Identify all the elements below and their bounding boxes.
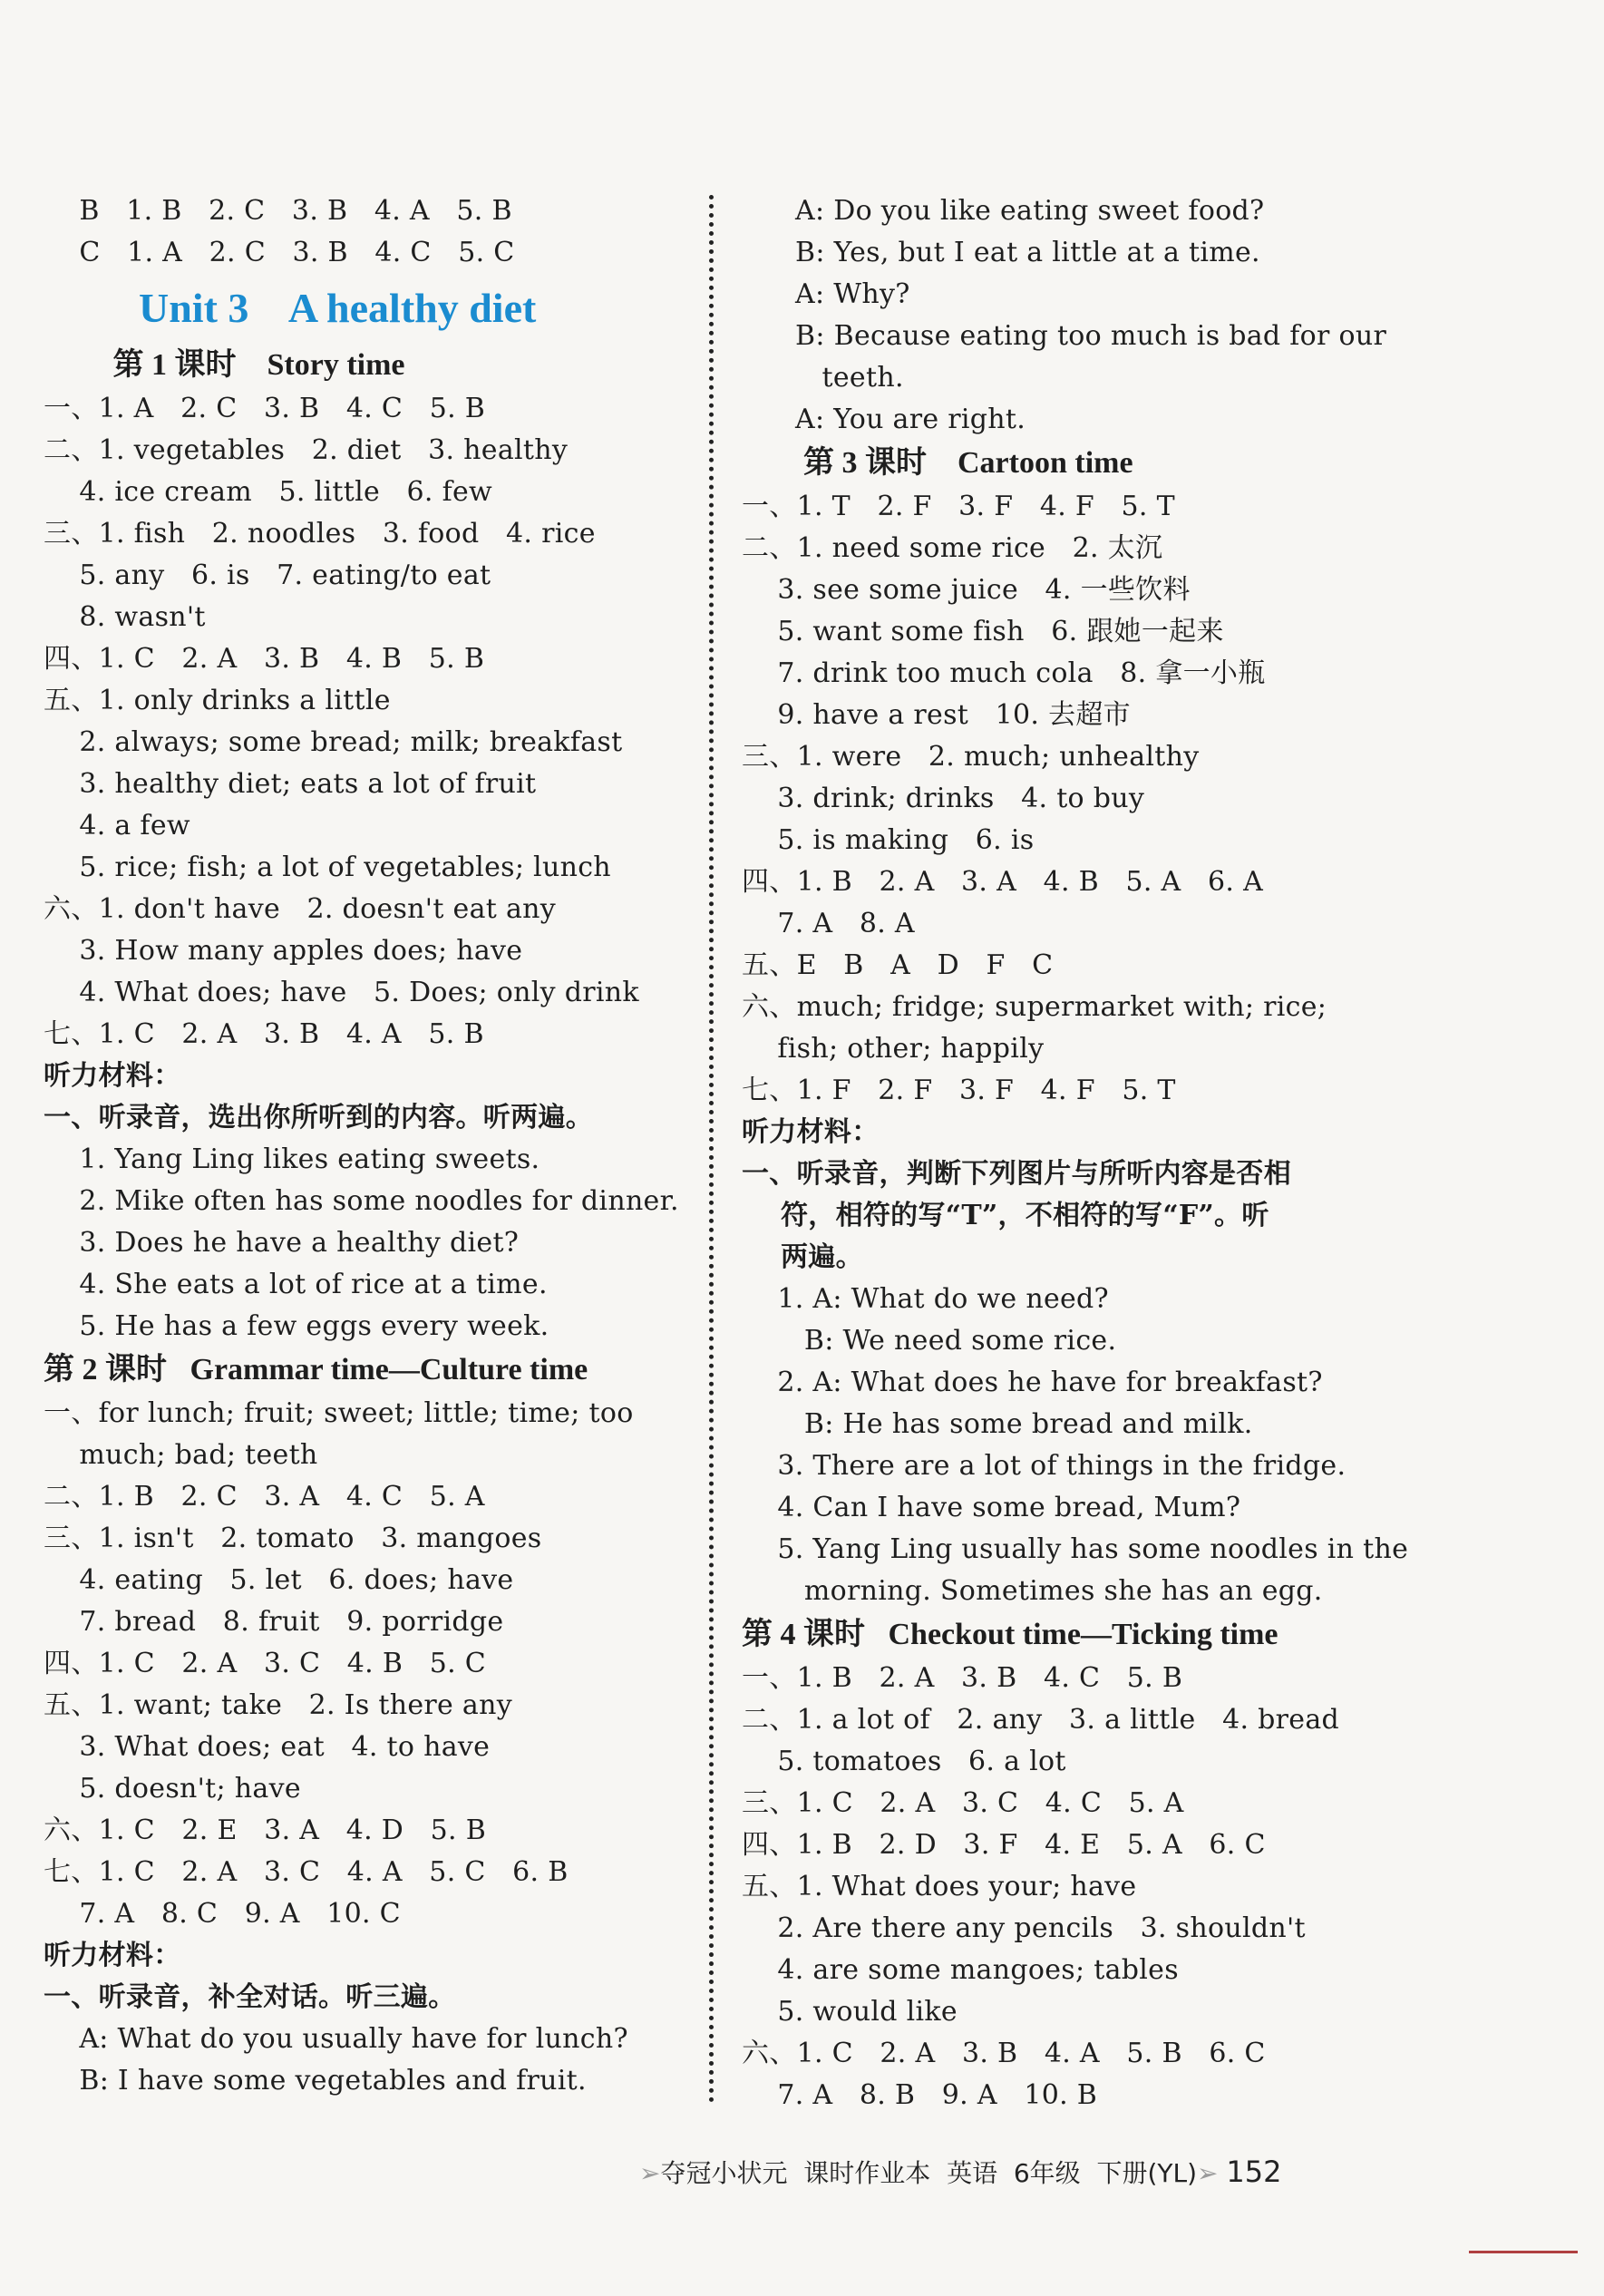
answer-line: 二、1. B 2. C 3. A 4. C 5. A — [44, 1481, 485, 1513]
answer-line: B: He has some bread and milk. — [742, 1408, 1253, 1440]
answer-line: 四、1. C 2. A 3. B 4. B 5. B — [44, 643, 485, 675]
lesson-title: 第 1 课时 Story time — [44, 348, 405, 382]
left-column — [44, 190, 687, 2102]
answer-line: 4. eating 5. let 6. does; have — [44, 1564, 514, 1596]
answer-line: 七、1. C 2. A 3. C 4. A 5. C 6. B — [44, 1856, 569, 1888]
answer-line: 四、1. B 2. D 3. F 4. E 5. A 6. C — [742, 1829, 1266, 1861]
answer-line: 4. What does; have 5. Does; only drink — [44, 977, 639, 1008]
answer-line: 一、1. B 2. A 3. B 4. C 5. B — [742, 1662, 1183, 1694]
answer-line: 7. A 8. A — [742, 908, 915, 939]
lesson-title: 第 2 课时 Grammar time—Culture time — [44, 1353, 588, 1386]
answer-line: 2. A: What does he have for breakfast? — [742, 1367, 1323, 1398]
answer-line: 5. Yang Ling usually has some noodles in the — [742, 1533, 1409, 1565]
answer-line: 4. ice cream 5. little 6. few — [44, 476, 493, 508]
column-divider — [709, 195, 714, 2104]
answer-line: 4. She eats a lot of rice at a time. — [44, 1269, 548, 1300]
answer-line: 3. There are a lot of things in the fridge. — [742, 1450, 1346, 1482]
footer-arrow-icon: ➢ — [1197, 2158, 1227, 2188]
answer-line: 六、much; fridge; supermarket with; rice; — [742, 991, 1327, 1023]
answer-line: A: What do you usually have for lunch? — [44, 2023, 628, 2055]
answer-line: A: Do you like eating sweet food? — [742, 195, 1265, 227]
footer-text: 夺冠小状元 课时作业本 英语 6年级 下册(YL) — [660, 2158, 1198, 2188]
section-heading: 听力材料： — [44, 1940, 181, 1971]
answer-line: 四、1. C 2. A 3. C 4. B 5. C — [44, 1648, 487, 1679]
answer-line: 七、1. C 2. A 3. B 4. A 5. B — [44, 1018, 484, 1050]
answer-line: 5. any 6. is 7. eating/to eat — [44, 559, 491, 591]
answer-line: 三、1. fish 2. noodles 3. food 4. rice — [44, 518, 596, 550]
answer-line: 六、1. C 2. E 3. A 4. D 5. B — [44, 1814, 487, 1846]
answer-line: A: You are right. — [742, 404, 1026, 435]
answer-line: morning. Sometimes she has an egg. — [742, 1575, 1323, 1607]
answer-line: 2. Are there any pencils 3. shouldn't — [742, 1912, 1306, 1944]
answer-line: 9. have a rest 10. 去超市 — [742, 699, 1131, 731]
answer-line: 5. want some fish 6. 跟她一起来 — [742, 616, 1224, 647]
answer-line: 五、E B A D F C — [742, 949, 1054, 981]
answer-line: 六、1. C 2. A 3. B 4. A 5. B 6. C — [742, 2038, 1266, 2069]
answer-line: 三、1. isn't 2. tomato 3. mangoes — [44, 1523, 542, 1554]
answer-line: B: Yes, but I eat a little at a time. — [742, 237, 1260, 268]
answer-line: 3. How many apples does; have — [44, 935, 523, 967]
answer-line: 二、1. need some rice 2. 太沉 — [742, 532, 1163, 564]
answer-line: 7. bread 8. fruit 9. porridge — [44, 1606, 504, 1638]
right-column — [742, 190, 1409, 2116]
answer-line: 5. tomatoes 6. a lot — [742, 1746, 1066, 1777]
answer-line: 7. A 8. B 9. A 10. B — [742, 2079, 1098, 2111]
answer-line: C 1. A 2. C 3. B 4. C 5. C — [44, 237, 515, 268]
answer-line: 7. drink too much cola 8. 拿一小瓶 — [742, 657, 1266, 689]
page-footer — [639, 2154, 1282, 2190]
answer-line: 5. He has a few eggs every week. — [44, 1310, 549, 1342]
answer-line: 5. is making 6. is — [742, 824, 1035, 856]
answer-line: 3. Does he have a healthy diet? — [44, 1227, 520, 1259]
answer-line: 二、1. vegetables 2. diet 3. healthy — [44, 434, 569, 466]
answer-line: B: Because eating too much is bad for our — [742, 320, 1387, 352]
answer-line: much; bad; teeth — [44, 1439, 318, 1471]
answer-line: 六、1. don't have 2. doesn't eat any — [44, 893, 557, 925]
answer-line: 1. Yang Ling likes eating sweets. — [44, 1143, 540, 1175]
answer-line: 3. healthy diet; eats a lot of fruit — [44, 768, 537, 800]
answer-line: 8. wasn't — [44, 601, 206, 633]
answer-line: 7. A 8. C 9. A 10. C — [44, 1898, 401, 1930]
answer-line: B: I have some vegetables and fruit. — [44, 2065, 587, 2097]
answer-line: 3. drink; drinks 4. to buy — [742, 783, 1145, 814]
answer-line: teeth. — [742, 362, 904, 394]
answer-line: 一、for lunch; fruit; sweet; little; time; too — [44, 1397, 634, 1429]
answer-line: B: We need some rice. — [742, 1325, 1117, 1357]
footer-arrow-icon: ➢ — [639, 2158, 661, 2188]
answer-line: A: Why? — [742, 278, 910, 310]
answer-line: 四、1. B 2. A 3. A 4. B 5. A 6. A — [742, 866, 1264, 898]
answer-line: 1. A: What do we need? — [742, 1283, 1109, 1315]
answer-line: 3. What does; eat 4. to have — [44, 1731, 491, 1763]
answer-line: 二、1. a lot of 2. any 3. a little 4. bread — [742, 1704, 1340, 1736]
answer-line: 七、1. F 2. F 3. F 4. F 5. T — [742, 1075, 1176, 1106]
answer-line: 3. see some juice 4. 一些饮料 — [742, 574, 1191, 606]
section-heading: 符，相符的写“T”，不相符的写“F”。听 — [742, 1200, 1269, 1231]
section-heading: 一、听录音，判断下列图片与所听内容是否相 — [742, 1158, 1291, 1190]
answer-line: 三、1. were 2. much; unhealthy — [742, 741, 1200, 773]
lesson-title: 第 3 课时 Cartoon time — [742, 446, 1133, 480]
answer-line: 5. would like — [742, 1996, 958, 2028]
answer-line: 5. doesn't; have — [44, 1773, 301, 1805]
answer-line: 一、1. T 2. F 3. F 4. F 5. T — [742, 491, 1175, 522]
answer-line: 2. Mike often has some noodles for dinner. — [44, 1185, 679, 1217]
page-number: 152 — [1226, 2155, 1282, 2189]
answer-line: 4. Can I have some bread, Mum? — [742, 1492, 1241, 1523]
answer-line: 2. always; some bread; milk; breakfast — [44, 726, 623, 758]
answer-line: 五、1. What does your; have — [742, 1871, 1137, 1902]
section-heading: 听力材料： — [44, 1060, 181, 1092]
answer-line: 五、1. only drinks a little — [44, 685, 391, 716]
section-heading: 听力材料： — [742, 1116, 880, 1148]
answer-line: B 1. B 2. C 3. B 4. A 5. B — [44, 195, 512, 227]
section-heading: 两遍。 — [742, 1241, 863, 1273]
answer-line: 5. rice; fish; a lot of vegetables; lunch — [44, 851, 611, 883]
answer-line: 4. a few — [44, 810, 190, 842]
section-heading: 一、听录音，补全对话。听三遍。 — [44, 1981, 456, 2013]
lesson-title: 第 4 课时 Checkout time—Ticking time — [742, 1618, 1278, 1651]
answer-line: fish; other; happily — [742, 1033, 1045, 1065]
unit-title: Unit 3 A healthy diet — [139, 285, 537, 331]
section-heading: 一、听录音，选出你所听到的内容。听两遍。 — [44, 1102, 593, 1133]
edge-mark — [1469, 2251, 1578, 2253]
answer-line: 一、1. A 2. C 3. B 4. C 5. B — [44, 393, 486, 424]
answer-line: 4. are some mangoes; tables — [742, 1954, 1179, 1986]
answer-line: 五、1. want; take 2. Is there any — [44, 1689, 512, 1721]
answer-line: 三、1. C 2. A 3. C 4. C 5. A — [742, 1787, 1184, 1819]
